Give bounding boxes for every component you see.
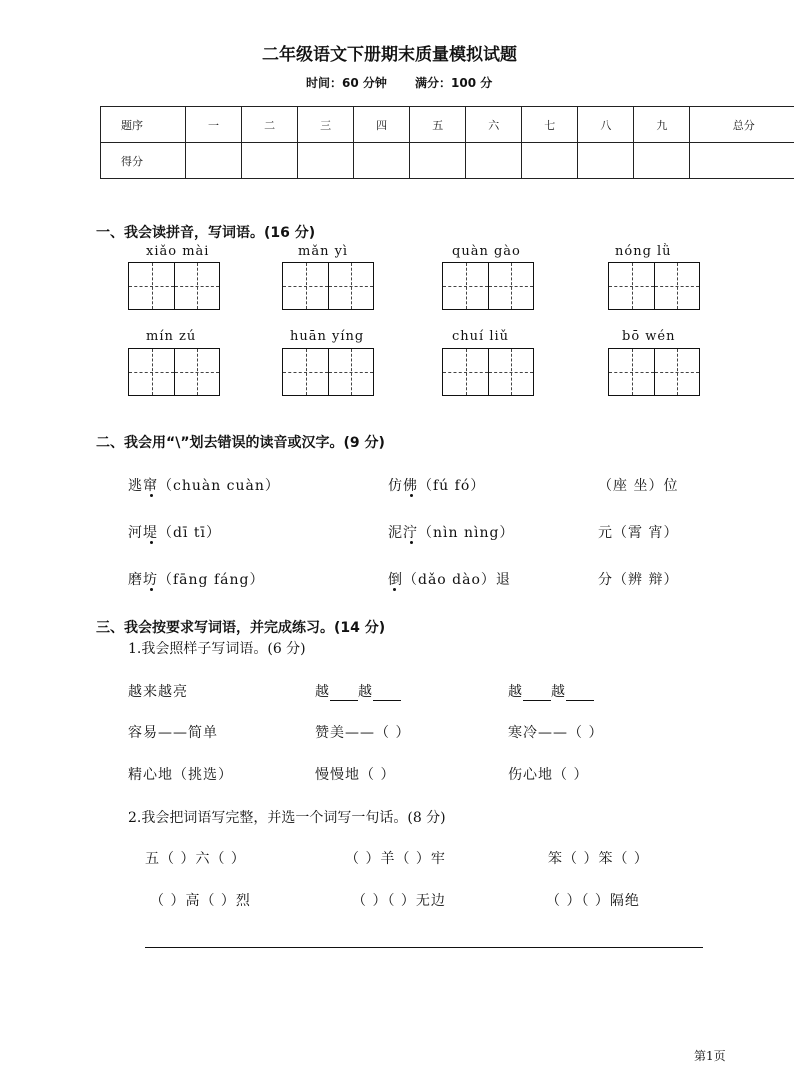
writing-grid[interactable] xyxy=(128,262,220,310)
emphasis-dot xyxy=(150,588,153,591)
score-input-cell[interactable] xyxy=(578,143,634,179)
table-cell: 二 xyxy=(242,107,298,143)
pattern-char: 越 xyxy=(358,684,373,700)
table-cell: 六 xyxy=(466,107,522,143)
section2-title: 二、我会用“\”划去错误的读音或汉字。(9 分) xyxy=(96,435,385,451)
pinyin-label: quàn gào xyxy=(452,244,521,259)
idiom-fill[interactable]: （ ）（ ）无边 xyxy=(352,893,446,909)
idiom-fill[interactable]: （ ）高（ ）烈 xyxy=(150,893,251,909)
adverb-fill[interactable]: 伤心地（ ） xyxy=(508,767,589,783)
writing-grid[interactable] xyxy=(442,348,534,396)
page-number: 第1页 xyxy=(694,1049,726,1063)
choice-item[interactable]: 分（辨 辩） xyxy=(598,572,679,588)
adverb-fill[interactable]: 慢慢地（ ） xyxy=(315,767,396,783)
section3-title: 三、我会按要求写词语，并完成练习。(14 分) xyxy=(96,620,386,636)
writing-grid[interactable] xyxy=(608,262,700,310)
score-input-cell[interactable] xyxy=(186,143,242,179)
writing-grid[interactable] xyxy=(282,348,374,396)
table-cell: 得分 xyxy=(101,143,186,179)
score-input-cell[interactable] xyxy=(354,143,410,179)
pattern-fill[interactable] xyxy=(508,681,594,701)
exam-full-score: 满分：100 分 xyxy=(415,76,493,90)
idiom-fill[interactable]: 五（ ）六（ ） xyxy=(145,851,246,867)
table-row xyxy=(101,107,794,143)
pinyin-label: mǎn yì xyxy=(298,244,349,259)
idiom-fill[interactable]: （ ）羊（ ）牢 xyxy=(345,851,446,867)
idiom-fill[interactable]: 笨（ ）笨（ ） xyxy=(548,851,649,867)
emphasis-dot xyxy=(393,588,396,591)
table-cell: 一 xyxy=(186,107,242,143)
table-cell: 五 xyxy=(410,107,466,143)
idiom-fill[interactable]: （ ）（ ）隔绝 xyxy=(546,893,640,909)
blank-line[interactable] xyxy=(330,686,358,701)
score-table xyxy=(100,106,794,179)
score-input-cell[interactable] xyxy=(690,143,794,179)
page-title: 二年级语文下册期末质量模拟试题 xyxy=(262,45,517,65)
antonym-fill[interactable]: 赞美——（ ） xyxy=(315,725,411,741)
table-cell: 题序 xyxy=(101,107,186,143)
blank-line[interactable] xyxy=(523,686,551,701)
choice-item[interactable]: 磨坊（fāng fáng） xyxy=(128,572,265,588)
choice-item[interactable]: （座 坐）位 xyxy=(598,478,679,494)
table-row xyxy=(101,143,794,179)
table-cell: 四 xyxy=(354,107,410,143)
table-cell: 九 xyxy=(634,107,690,143)
pattern-fill[interactable] xyxy=(315,681,401,701)
pinyin-label: nóng lǜ xyxy=(615,244,672,259)
score-input-cell[interactable] xyxy=(466,143,522,179)
emphasis-dot xyxy=(410,541,413,544)
table-cell: 总分 xyxy=(690,107,794,143)
score-input-cell[interactable] xyxy=(634,143,690,179)
pinyin-label: huān yíng xyxy=(290,329,365,344)
choice-item[interactable]: 倒（dǎo dào）退 xyxy=(388,572,511,588)
writing-grid[interactable] xyxy=(128,348,220,396)
example-word: 精心地（挑选） xyxy=(128,767,233,783)
pattern-char: 越 xyxy=(551,684,566,700)
pinyin-label: xiǎo mài xyxy=(146,244,210,259)
blank-line[interactable] xyxy=(566,686,594,701)
writing-grid[interactable] xyxy=(442,262,534,310)
choice-item[interactable]: 仿佛（fú fó） xyxy=(388,478,486,494)
section1-title: 一、我会读拼音，写词语。(16 分) xyxy=(96,225,316,241)
pinyin-label: mín zú xyxy=(146,329,197,344)
table-cell: 八 xyxy=(578,107,634,143)
emphasis-dot xyxy=(150,541,153,544)
section3-sub1: 1.我会照样子写词语。(6 分) xyxy=(128,641,306,657)
table-cell: 三 xyxy=(298,107,354,143)
writing-grid[interactable] xyxy=(608,348,700,396)
score-input-cell[interactable] xyxy=(298,143,354,179)
antonym-fill[interactable]: 寒冷——（ ） xyxy=(508,725,604,741)
score-input-cell[interactable] xyxy=(410,143,466,179)
score-input-cell[interactable] xyxy=(522,143,578,179)
sentence-writing-line[interactable] xyxy=(145,947,703,948)
choice-item[interactable]: 逃窜（chuàn cuàn） xyxy=(128,478,280,494)
emphasis-dot xyxy=(410,494,413,497)
score-input-cell[interactable] xyxy=(242,143,298,179)
section3-sub2: 2.我会把词语写完整，并选一个词写一句话。(8 分) xyxy=(128,810,446,826)
emphasis-dot xyxy=(150,494,153,497)
example-word: 越来越亮 xyxy=(128,684,188,700)
blank-line[interactable] xyxy=(373,686,401,701)
pattern-char: 越 xyxy=(508,684,523,700)
table-cell: 七 xyxy=(522,107,578,143)
pinyin-label: chuí liǔ xyxy=(452,329,510,344)
choice-item[interactable]: 泥泞（nìn nìng） xyxy=(388,525,515,541)
example-word: 容易——简单 xyxy=(128,725,218,741)
choice-item[interactable]: 元（霄 宵） xyxy=(598,525,679,541)
exam-time: 时间：60 分钟 xyxy=(306,76,387,90)
pinyin-label: bō wén xyxy=(622,329,676,344)
writing-grid[interactable] xyxy=(282,262,374,310)
choice-item[interactable]: 河堤（dī tī） xyxy=(128,525,221,541)
pattern-char: 越 xyxy=(315,684,330,700)
